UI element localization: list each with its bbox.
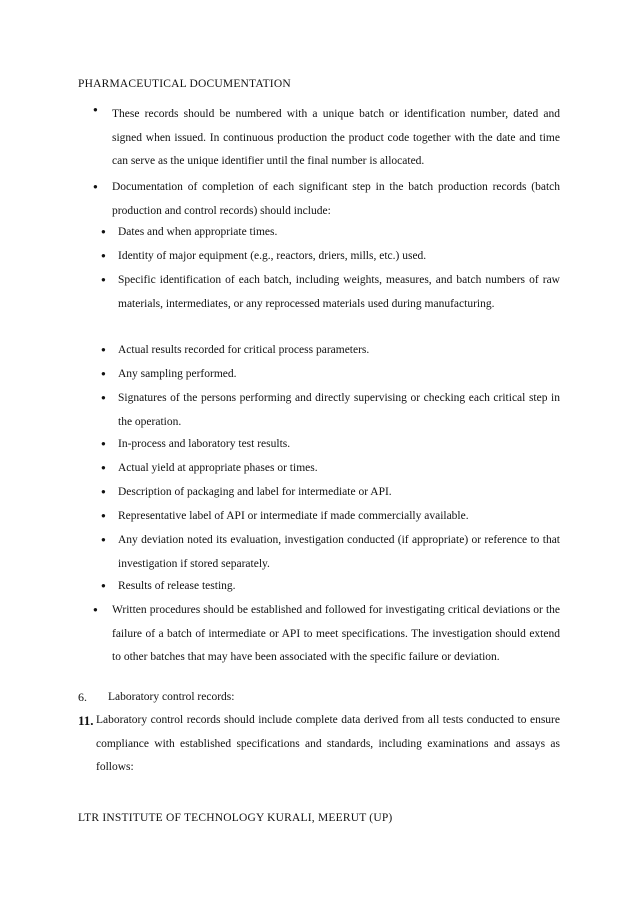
sub-list-item: In-process and laboratory test results. [118,438,291,450]
bullet-icon: ● [101,581,106,590]
page-header: PHARMACEUTICAL DOCUMENTATION [78,78,291,90]
section-number: 6. [78,690,87,704]
bullet-icon: ● [101,251,106,260]
bullet-icon: ● [101,535,106,544]
sub-list-item: Dates and when appropriate times. [118,226,278,238]
sub-list-item: Description of packaging and label for intermediate or API. [118,486,392,498]
page-footer: LTR INSTITUTE OF TECHNOLOGY KURALI, MEERUT (UP) [78,812,393,824]
sub-list-item: Any deviation noted its evaluation, investigation conducted (if appropriate) or reference to that investigation if stored separately. [118,534,560,570]
sub-list-item: Identity of major equipment (e.g., reactors, driers, mills, etc.) used. [118,250,427,262]
bullet-icon: ● [101,275,106,284]
bullet-icon: ● [101,463,106,472]
sub-list-item: Actual results recorded for critical process parameters. [118,344,370,356]
section-heading: Laboratory control records: [108,691,235,703]
bullet-icon: ● [93,105,98,114]
list-item: Written procedures should be established and followed for investigating critical deviations or the failure of a batch of intermediate or API to meet specifications. The investigation should extend to other batches that may have been associated with the specific failure or deviation. [112,604,560,663]
bullet-icon: ● [101,487,106,496]
sub-list-item: Results of release testing. [118,580,236,592]
bullet-icon: ● [101,393,106,402]
list-item: Documentation of completion of each significant step in the batch production records (batch production and control records) should include: [112,181,560,217]
bullet-icon: ● [93,182,98,191]
bullet-icon: ● [101,439,106,448]
list-item: These records should be numbered with a unique batch or identification number, dated and signed when issued. In continuous production the product code together with the date and time can serve as the unique identifier until the final number is allocated. [112,108,560,167]
sub-list-item: Signatures of the persons performing and directly supervising or checking each critical step in the operation. [118,392,560,428]
bullet-icon: ● [101,369,106,378]
sub-list-item: Actual yield at appropriate phases or times. [118,462,318,474]
bullet-icon: ● [93,605,98,614]
sub-list-item: Representative label of API or intermediate if made commercially available. [118,510,469,522]
section-paragraph-text: Laboratory control records should include complete data derived from all tests conducted to ensure compliance with established specifications and standards, including examinations and assays as follows: [96,714,560,773]
bullet-icon: ● [101,511,106,520]
sub-list-item: Any sampling performed. [118,368,237,380]
section-paragraph [96,709,560,780]
bullet-icon: ● [101,227,106,236]
section-number: 11. [78,713,94,728]
bullet-icon: ● [101,345,106,354]
sub-list-item: Specific identification of each batch, including weights, measures, and batch numbers of raw materials, intermediates, or any reprocessed materials used during manufacturing. [118,274,560,310]
